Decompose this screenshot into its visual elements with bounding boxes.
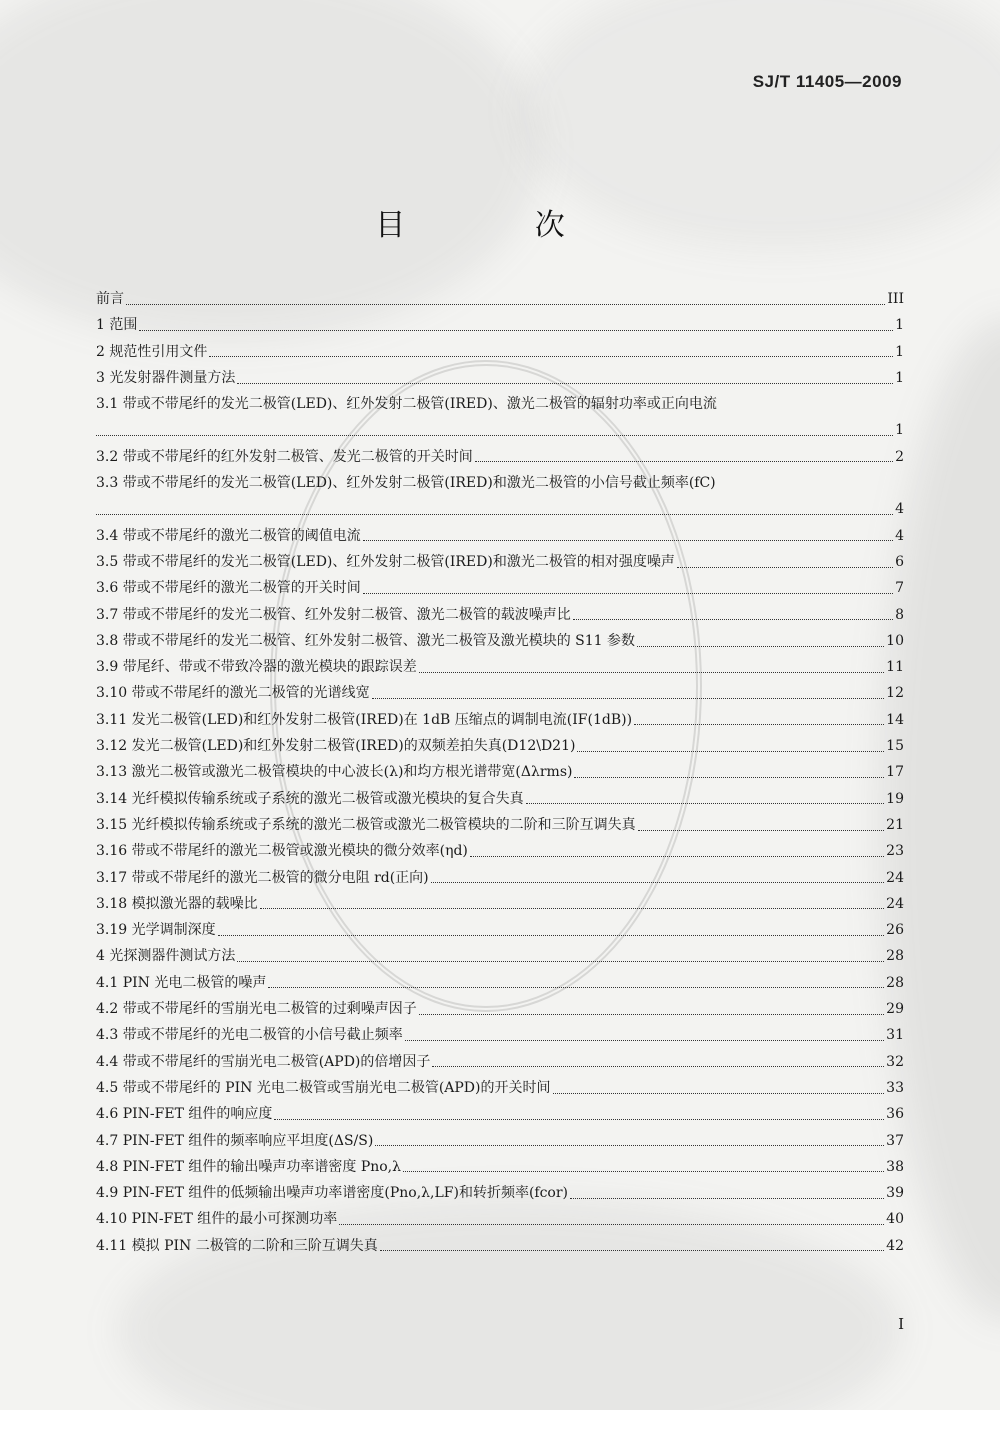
dot-leader xyxy=(139,320,893,331)
toc-entry-page: 2 xyxy=(895,448,904,465)
dot-leader xyxy=(553,1083,885,1094)
toc-entry[interactable] xyxy=(96,891,904,917)
toc-entry-page: 31 xyxy=(886,1027,904,1044)
toc-entry-page: 19 xyxy=(886,790,904,807)
toc-entry-title: 4.4 带或不带尾纤的雪崩光电二极管(APD)的倍增因子 xyxy=(96,1053,431,1070)
toc-entry-page: 32 xyxy=(886,1053,904,1070)
dot-leader xyxy=(677,557,893,568)
toc-entry-page: 24 xyxy=(886,869,904,886)
toc-entry-page: 6 xyxy=(895,553,904,570)
toc-entry[interactable] xyxy=(96,1154,904,1180)
dot-leader xyxy=(209,346,893,357)
toc-entry-title: 前言 xyxy=(96,291,124,307)
dot-leader xyxy=(339,1214,884,1225)
dot-leader xyxy=(375,1135,884,1146)
toc-entry[interactable] xyxy=(96,444,904,470)
dot-leader xyxy=(405,1030,884,1041)
toc-entry[interactable] xyxy=(96,812,904,838)
toc-entry-page: 28 xyxy=(886,974,904,991)
toc-entry-page: 28 xyxy=(886,948,904,965)
toc-entry-title: 3.16 带或不带尾纤的激光二极管或激光模块的微分效率(ηd) xyxy=(96,843,468,860)
dot-leader xyxy=(403,1161,884,1172)
dot-leader xyxy=(638,820,885,831)
toc-entry-title: 1 范围 xyxy=(96,317,138,334)
dot-leader xyxy=(237,951,884,962)
toc-entry[interactable] xyxy=(96,733,904,759)
toc-entry[interactable] xyxy=(96,680,904,706)
dot-leader xyxy=(637,636,884,647)
viewer-bottom-bar xyxy=(0,1410,1000,1434)
toc-entry[interactable] xyxy=(96,1233,904,1259)
toc-entry-title: 3.17 带或不带尾纤的激光二极管的微分电阻 rd(正向) xyxy=(96,869,429,886)
toc-entry-title: 3.5 带或不带尾纤的发光二极管(LED)、红外发射二极管(IRED)和激光二极管的相对强度噪声 xyxy=(96,553,675,570)
page-number: I xyxy=(898,1315,904,1333)
toc-entry-page: 29 xyxy=(886,1001,904,1018)
dot-leader xyxy=(526,793,885,804)
toc-entry-page: 10 xyxy=(886,632,904,649)
dot-leader xyxy=(634,714,884,725)
toc-entry-title: 3.9 带尾纤、带或不带致冷器的激光模块的跟踪误差 xyxy=(96,659,417,676)
toc-entry-page: 7 xyxy=(895,580,904,597)
toc-entry-title: 3.15 光纤模拟传输系统或子系统的激光二极管或激光二极管模块的二阶和三阶互调失真 xyxy=(96,816,636,833)
toc-entry[interactable] xyxy=(96,496,904,522)
dot-leader xyxy=(570,1188,884,1199)
toc-entry-title: 3.11 发光二极管(LED)和红外发射二极管(IRED)在 1dB 压缩点的调制电流(IF(1dB)) xyxy=(96,711,633,728)
toc-entry[interactable] xyxy=(96,917,904,943)
dot-leader xyxy=(96,425,893,436)
toc-entry[interactable] xyxy=(96,286,904,312)
toc-entry[interactable] xyxy=(96,575,904,601)
toc-entry[interactable] xyxy=(96,1049,904,1075)
toc-entry-title: 3.6 带或不带尾纤的激光二极管的开关时间 xyxy=(96,580,361,597)
toc-entry-title: 3.8 带或不带尾纤的发光二极管、红外发射二极管、激光二极管及激光模块的 S11 参数 xyxy=(96,632,636,649)
toc-entry-page: 11 xyxy=(886,659,904,676)
dot-leader xyxy=(363,583,893,594)
toc-entry[interactable] xyxy=(96,1206,904,1232)
toc-entry-page: 4 xyxy=(895,501,904,518)
toc-entry-title: 4.2 带或不带尾纤的雪崩光电二极管的过剩噪声因子 xyxy=(96,1001,417,1018)
toc-entry-page: 23 xyxy=(886,843,904,860)
toc-entry-title: 3.3 带或不带尾纤的发光二极管(LED)、红外发射二极管(IRED)和激光二极管的小信号截止频率(fC) xyxy=(96,475,716,492)
toc-entry-title: 3.10 带或不带尾纤的激光二极管的光谱线宽 xyxy=(96,685,370,702)
dot-leader xyxy=(577,741,884,752)
toc-entry-page: 15 xyxy=(886,738,904,755)
toc-entry[interactable] xyxy=(96,970,904,996)
toc-entry-page: 1 xyxy=(895,317,904,334)
dot-leader xyxy=(372,688,885,699)
toc-entry-title: 3.1 带或不带尾纤的发光二极管(LED)、红外发射二极管(IRED)、激光二极管的辐射功率或正向电流 xyxy=(96,396,717,413)
dot-leader xyxy=(260,898,885,909)
dot-leader xyxy=(274,1109,884,1120)
toc-entry-title: 4.5 带或不带尾纤的 PIN 光电二极管或雪崩光电二极管(APD)的开关时间 xyxy=(96,1079,551,1096)
toc-entry-title: 3.19 光学调制深度 xyxy=(96,922,216,939)
toc-entry-page: 40 xyxy=(886,1211,904,1228)
dot-leader xyxy=(432,1056,884,1067)
toc-entry[interactable] xyxy=(96,1075,904,1101)
toc-entry-page: 37 xyxy=(886,1132,904,1149)
toc-entry-page: 42 xyxy=(886,1237,904,1254)
dot-leader xyxy=(126,294,885,305)
toc-entry-title: 4.1 PIN 光电二极管的噪声 xyxy=(96,974,267,991)
toc-entry[interactable] xyxy=(96,1180,904,1206)
toc-entry-title: 3.13 激光二极管或激光二极管模块的中心波长(λ)和均方根光谱带宽(Δλrms) xyxy=(96,764,573,781)
toc-entry[interactable] xyxy=(96,391,904,417)
table-of-contents xyxy=(96,286,904,1259)
toc-entry[interactable] xyxy=(96,1128,904,1154)
toc-entry-title: 2 规范性引用文件 xyxy=(96,343,208,360)
toc-entry[interactable] xyxy=(96,865,904,891)
toc-entry[interactable] xyxy=(96,470,904,496)
dot-leader xyxy=(380,1240,884,1251)
toc-entry[interactable] xyxy=(96,786,904,812)
toc-entry[interactable] xyxy=(96,628,904,654)
dot-leader xyxy=(419,662,884,673)
toc-entry[interactable] xyxy=(96,339,904,365)
toc-entry-title: 4.7 PIN-FET 组件的频率响应平坦度(ΔS/S) xyxy=(96,1132,374,1149)
toc-entry-title: 3.4 带或不带尾纤的激光二极管的阈值电流 xyxy=(96,527,361,544)
dot-leader xyxy=(573,609,893,620)
toc-entry-page: 39 xyxy=(886,1185,904,1202)
toc-entry[interactable] xyxy=(96,417,904,443)
dot-leader xyxy=(268,977,884,988)
toc-entry-title: 4 光探测器件测试方法 xyxy=(96,948,236,965)
toc-entry-page: 33 xyxy=(886,1079,904,1096)
toc-entry[interactable] xyxy=(96,996,904,1022)
toc-entry-title: 3.12 发光二极管(LED)和红外发射二极管(IRED)的双频差拍失真(D12\D21) xyxy=(96,738,576,755)
toc-entry-page: 1 xyxy=(895,422,904,439)
toc-entry[interactable] xyxy=(96,602,904,628)
toc-entry-page: 4 xyxy=(895,527,904,544)
toc-entry-page: 21 xyxy=(886,816,904,833)
toc-entry-page: 26 xyxy=(886,922,904,939)
toc-entry-page: 36 xyxy=(886,1106,904,1123)
toc-entry[interactable] xyxy=(96,838,904,864)
toc-entry-page: 12 xyxy=(886,685,904,702)
dot-leader xyxy=(431,872,885,883)
toc-entry-title: 3.7 带或不带尾纤的发光二极管、红外发射二极管、激光二极管的载波噪声比 xyxy=(96,606,571,623)
toc-entry-page: 17 xyxy=(886,764,904,781)
dot-leader xyxy=(419,1004,884,1015)
toc-entry-page: 14 xyxy=(886,711,904,728)
toc-entry-title: 4.8 PIN-FET 组件的输出噪声功率谱密度 Pno,λ xyxy=(96,1158,402,1175)
toc-entry[interactable] xyxy=(96,759,904,785)
toc-entry-title: 3.2 带或不带尾纤的红外发射二极管、发光二极管的开关时间 xyxy=(96,448,473,465)
toc-entry-title: 3.18 模拟激光器的载噪比 xyxy=(96,895,258,912)
toc-entry[interactable] xyxy=(96,1022,904,1048)
toc-entry-page: 8 xyxy=(895,606,904,623)
dot-leader xyxy=(475,451,893,462)
toc-entry[interactable] xyxy=(96,365,904,391)
toc-entry-page: 1 xyxy=(895,343,904,360)
toc-entry[interactable] xyxy=(96,707,904,733)
toc-title: 目 次 xyxy=(375,208,625,243)
dot-leader xyxy=(237,373,893,384)
toc-entry-title: 4.11 模拟 PIN 二极管的二阶和三阶互调失真 xyxy=(96,1237,378,1254)
toc-entry[interactable] xyxy=(96,523,904,549)
toc-entry-title: 4.10 PIN-FET 组件的最小可探测功率 xyxy=(96,1211,338,1228)
toc-entry-title: 4.3 带或不带尾纤的光电二极管的小信号截止频率 xyxy=(96,1027,403,1044)
toc-entry-page: III xyxy=(887,291,904,307)
toc-entry[interactable] xyxy=(96,1101,904,1127)
toc-entry-title: 4.6 PIN-FET 组件的响应度 xyxy=(96,1106,273,1123)
toc-entry[interactable] xyxy=(96,549,904,575)
toc-entry[interactable] xyxy=(96,654,904,680)
toc-entry[interactable] xyxy=(96,312,904,338)
dot-leader xyxy=(363,530,893,541)
toc-entry-title: 3 光发射器件测量方法 xyxy=(96,369,236,386)
toc-entry[interactable] xyxy=(96,943,904,969)
toc-entry-title: 4.9 PIN-FET 组件的低频输出噪声功率谱密度(Pno,λ,LF)和转折频率(fcor) xyxy=(96,1185,569,1202)
dot-leader xyxy=(470,846,884,857)
document-code: SJ/T 11405—2009 xyxy=(752,72,902,91)
toc-entry-page: 24 xyxy=(886,895,904,912)
dot-leader xyxy=(96,504,893,515)
dot-leader xyxy=(218,925,885,936)
toc-entry-page: 38 xyxy=(886,1158,904,1175)
dot-leader xyxy=(574,767,884,778)
toc-entry-title: 3.14 光纤模拟传输系统或子系统的激光二极管或激光模块的复合失真 xyxy=(96,790,524,807)
toc-entry-page: 1 xyxy=(895,369,904,386)
